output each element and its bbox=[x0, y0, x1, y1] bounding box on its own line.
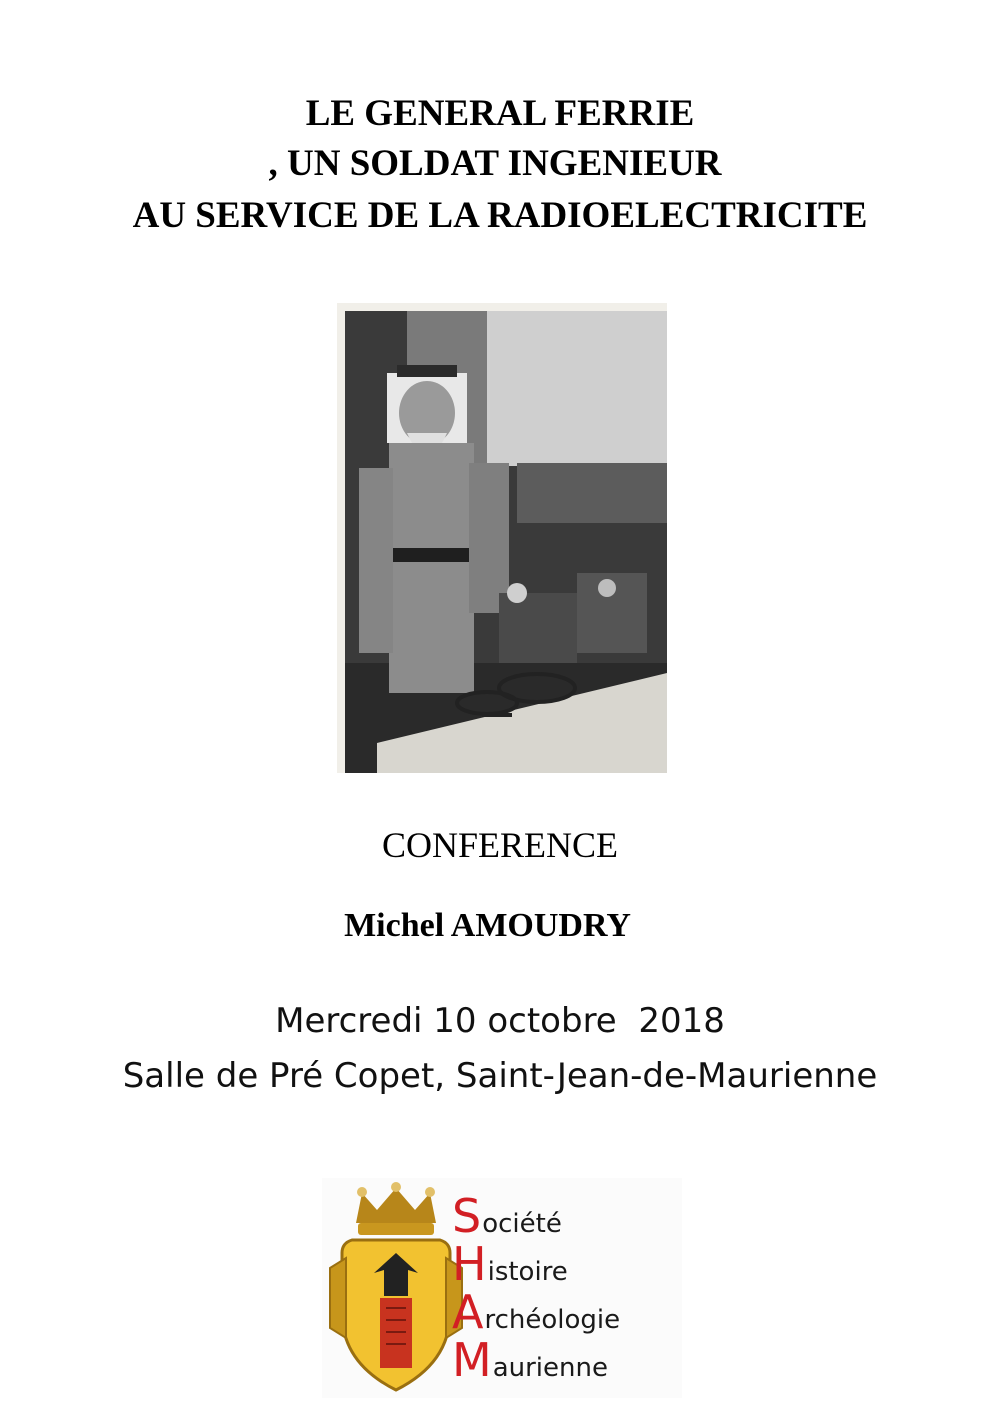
event-venue: Salle de Pré Copet, Saint-Jean-de-Maurienne bbox=[122, 1056, 878, 1096]
logo-line-archeologie: Archéologie bbox=[452, 1285, 621, 1339]
logo-line-societe: Société bbox=[452, 1189, 562, 1243]
event-date: Mercredi 10 octobre 2018 bbox=[275, 1001, 725, 1041]
logo-line-maurienne: Maurienne bbox=[452, 1333, 608, 1387]
title-line-2: , UN SOLDAT INGENIEUR bbox=[268, 143, 722, 184]
title-line-3: AU SERVICE DE LA RADIOELECTRICITE bbox=[132, 195, 868, 236]
title-line-1: LE GENERAL FERRIE bbox=[305, 93, 695, 134]
logo-text bbox=[452, 1189, 692, 1387]
speaker-name: Michel AMOUDRY bbox=[344, 907, 631, 944]
conference-label: CONFERENCE bbox=[381, 825, 619, 865]
historical-photo bbox=[337, 303, 667, 773]
logo-line-histoire: Histoire bbox=[452, 1237, 568, 1291]
